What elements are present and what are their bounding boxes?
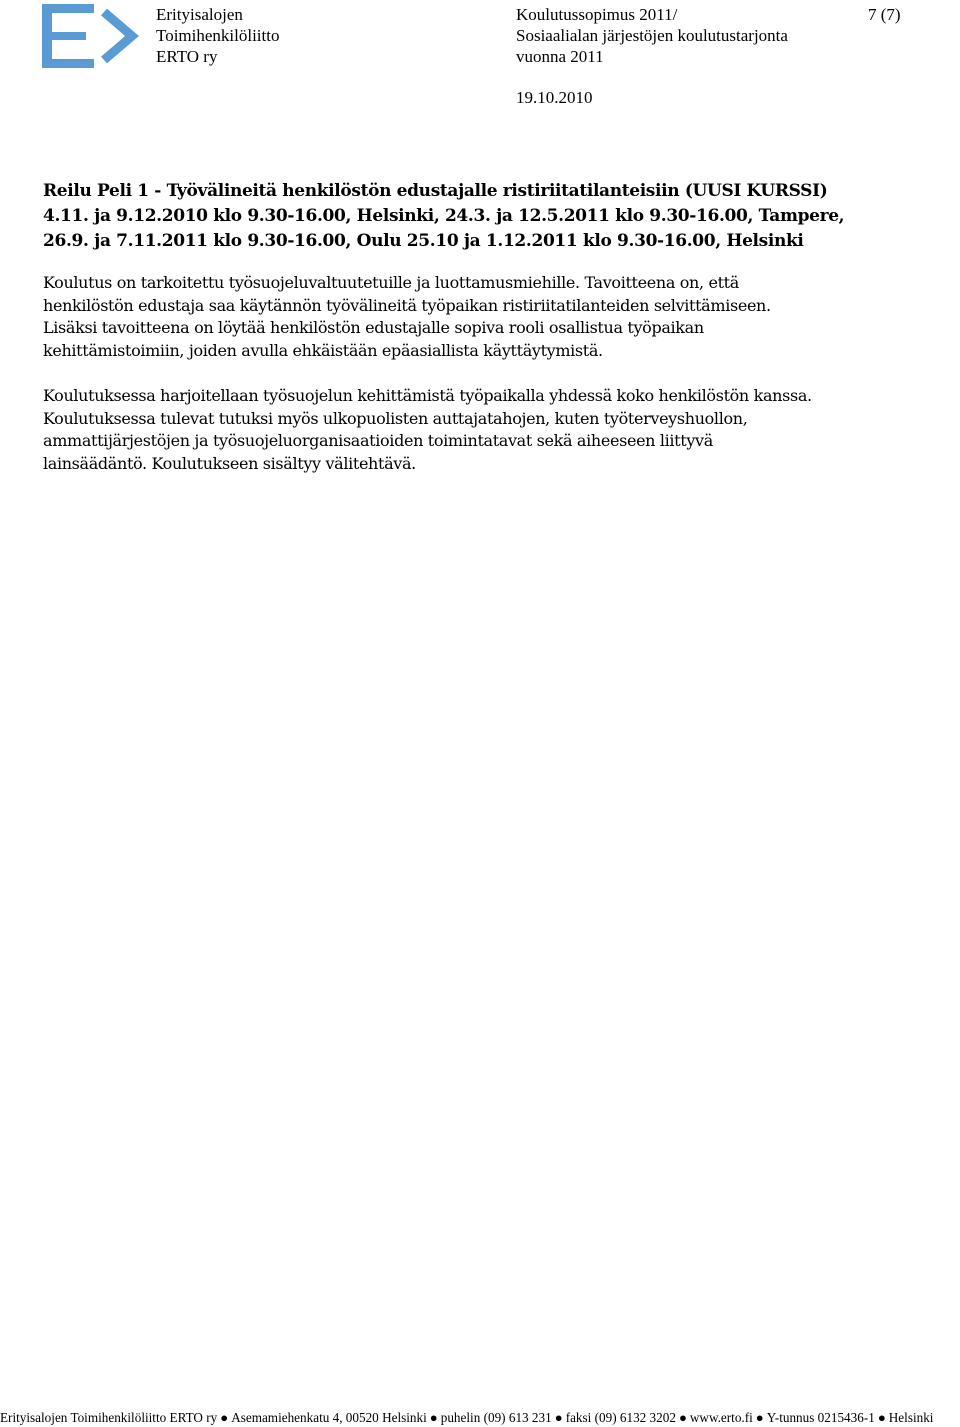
organization-name [156, 4, 279, 67]
footer [0, 1409, 960, 1426]
footer-fax: faksi (09) 6132 3202 [565, 1410, 676, 1425]
document-date: 19.10.2010 [516, 88, 593, 107]
footer-city: Helsinki [888, 1410, 934, 1425]
paragraph-line: ammattijärjestöjen ja työsuojeluorganisaatioiden toimintatavat sekä aiheeseen liittyvä [43, 431, 713, 451]
document-title-line: Sosiaalialan järjestöjen koulutustarjonta [516, 26, 788, 45]
paragraph-line: lainsäädäntö. Koulutukseen sisältyy välitehtävä. [43, 453, 416, 473]
erto-logo [42, 4, 142, 68]
paragraph-line: Koulutus on tarkoitettu työsuojeluvaltuutetuille ja luottamusmiehille. Tavoitteena on, että [43, 273, 739, 292]
organization-line: Erityisalojen [156, 5, 243, 24]
page-number: 7 (7) [868, 5, 901, 24]
document-title [516, 4, 788, 67]
course-description-paragraph-2 [43, 385, 943, 475]
course-description-paragraph-1 [43, 272, 943, 362]
footer-separator: ● [755, 1410, 764, 1425]
paragraph-line: Koulutuksessa tulevat tutuksi myös ulkopuolisten auttajatahojen, kuten työterveyshuollon, [43, 408, 748, 428]
footer-business-id: Y-tunnus 0215436-1 [766, 1410, 875, 1425]
footer-separator: ● [554, 1410, 563, 1425]
course-title-line: 4.11. ja 9.12.2010 klo 9.30-16.00, Helsinki, 24.3. ja 12.5.2011 klo 9.30-16.00, Tampere, [43, 206, 845, 226]
footer-address: Asemamiehenkatu 4, 00520 Helsinki [231, 1410, 427, 1425]
document-title-line: vuonna 2011 [516, 47, 604, 66]
footer-separator: ● [678, 1410, 687, 1425]
footer-separator: ● [220, 1410, 229, 1425]
course-title [43, 179, 923, 254]
organization-line: ERTO ry [156, 47, 218, 66]
footer-separator: ● [429, 1410, 438, 1425]
document-title-line: Koulutussopimus 2011/ [516, 5, 678, 24]
paragraph-line: henkilöstön edustaja saa käytännön työvälineitä työpaikan ristiriitatilanteiden selvittämiseen. [43, 295, 771, 315]
paragraph-line: Koulutuksessa harjoitellaan työsuojelun kehittämistä työpaikalla yhdessä koko henkilöstön kanssa. [43, 386, 812, 405]
course-title-line: Reilu Peli 1 - Työvälineitä henkilöstön edustajalle ristiriitatilanteisiin (UUSI KURSSI) [43, 181, 828, 201]
organization-line: Toimihenkilöliitto [156, 26, 280, 45]
paragraph-line: kehittämistoimiin, joiden avulla ehkäistään epäasiallista käyttäytymistä. [43, 340, 603, 360]
footer-website: www.erto.fi [689, 1410, 753, 1425]
footer-organization: Erityisalojen Toimihenkilöliitto ERTO ry [0, 1410, 218, 1425]
paragraph-line: Lisäksi tavoitteena on löytää henkilöstön edustajalle sopiva rooli osallistua työpaikan [43, 318, 704, 338]
course-title-line: 26.9. ja 7.11.2011 klo 9.30-16.00, Oulu 25.10 ja 1.12.2011 klo 9.30-16.00, Helsinki [43, 231, 804, 251]
footer-phone: puhelin (09) 613 231 [440, 1410, 552, 1425]
footer-separator: ● [877, 1410, 886, 1425]
